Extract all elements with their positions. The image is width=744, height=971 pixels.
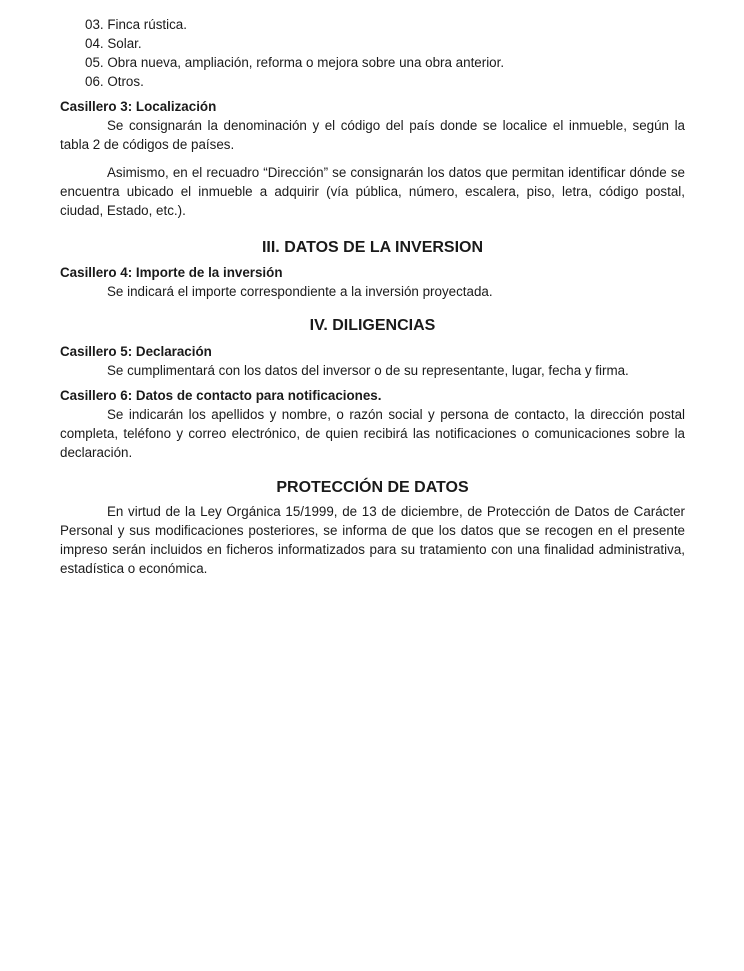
section-4-heading: IV. DILIGENCIAS (309, 317, 436, 334)
casillero-6-paragraph: Se indicarán los apellidos y nombre, o razón social y persona de contacto, la dirección postal completa, teléfono y correo electrónico, de quien recibirá las notificaciones o comunicaciones sobre la declaración. (60, 407, 685, 460)
document-page (60, 15, 685, 578)
list-item: 06. Otros. (85, 74, 144, 89)
data-protection-heading: PROTECCIÓN DE DATOS (276, 479, 469, 496)
casillero-5-paragraph: Se cumplimentará con los datos del inversor o de su representante, lugar, fecha y firma. (107, 363, 629, 378)
casillero-4-title: Casillero 4: Importe de la inversión (60, 265, 283, 280)
casillero-3-paragraph-1: Se consignarán la denominación y el código del país donde se localice el inmueble, según la tabla 2 de códigos de países. (60, 118, 685, 152)
section-3-heading: III. DATOS DE LA INVERSION (261, 239, 484, 256)
casillero-3-paragraph-2: Asimismo, en el recuadro “Dirección” se consignarán los datos que permitan identificar dónde se encuentra ubicado el inmueble a adquirir (vía pública, número, escalera, piso, letra, código postal, ciudad, Estado, etc.). (60, 165, 685, 218)
casillero-5-title: Casillero 5: Declaración (60, 344, 212, 359)
property-type-list (85, 15, 685, 91)
list-item: 04. Solar. (85, 36, 142, 51)
casillero-4-paragraph: Se indicará el importe correspondiente a la inversión proyectada. (107, 284, 493, 299)
casillero-6-title: Casillero 6: Datos de contacto para notificaciones. (60, 388, 382, 403)
casillero-3-title: Casillero 3: Localización (60, 99, 217, 114)
list-item: 05. Obra nueva, ampliación, reforma o mejora sobre una obra anterior. (85, 55, 505, 70)
list-item: 03. Finca rústica. (85, 17, 187, 32)
data-protection-paragraph: En virtud de la Ley Orgánica 15/1999, de 13 de diciembre, de Protección de Datos de Carácter Personal y sus modificaciones posteriores, se informa de que los datos que se recogen en el presente impreso serán incluidos en ficheros informatizados para su tratamiento con una finalidad administrativa, estadística o económica. (60, 504, 685, 576)
